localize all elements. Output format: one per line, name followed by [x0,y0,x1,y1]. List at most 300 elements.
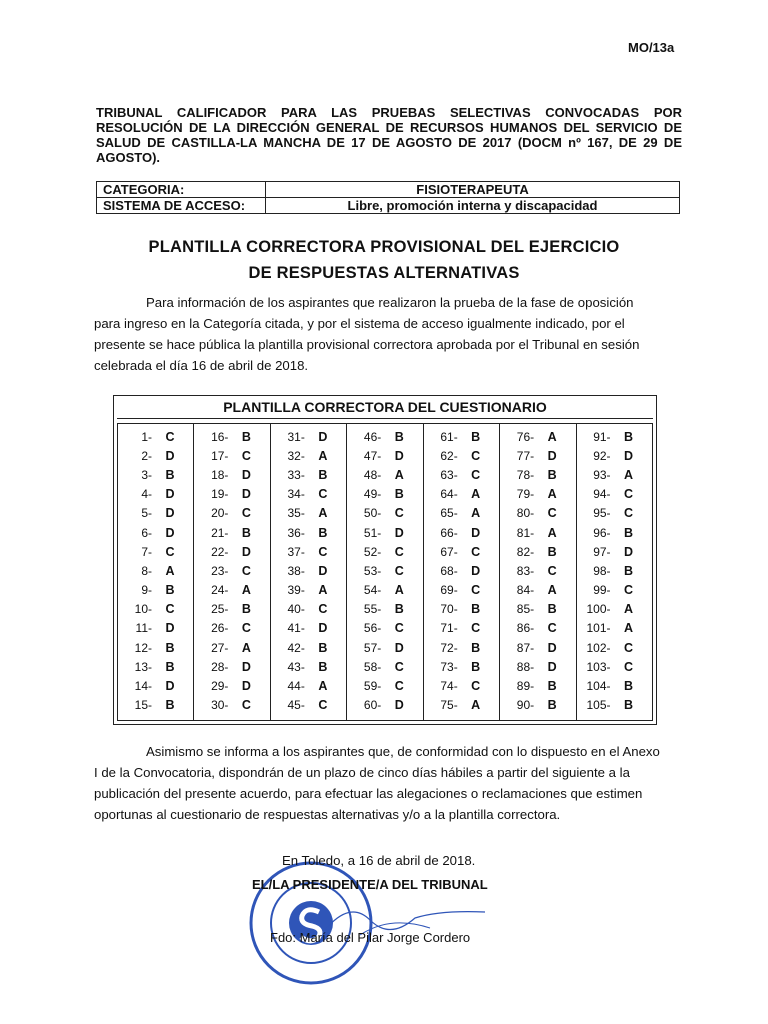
answer-row [347,427,422,446]
answer-letter: D [624,448,634,463]
answer-letter: C [471,448,481,463]
answer-letter: C [241,698,251,713]
question-number: 61- [440,429,458,444]
answer-key-box [113,395,657,725]
answer-row [347,657,422,676]
question-number: 82- [516,544,535,559]
answer-letter: D [241,679,251,694]
question-number: 89- [516,679,535,694]
closing-line: I de la Convocatoria, dispondrán de un plazo de cinco días hábiles a partir del siguiente a la [94,765,630,780]
question-number: 79- [516,487,535,502]
page-title-line1: PLANTILLA CORRECTORA PROVISIONAL DEL EJERCICIO [148,238,620,256]
question-number: 76- [516,429,535,444]
answer-letter: C [394,563,404,578]
signature-date: En Toledo, a 16 de abril de 2018. [282,853,476,868]
answer-row [347,561,422,580]
answer-letter: C [241,621,251,636]
answer-letter: A [318,448,328,463]
answer-letter: C [241,563,251,578]
question-number: 97- [593,544,611,559]
question-number: 98- [593,563,611,578]
answer-row [347,638,422,657]
question-number: 7- [141,544,152,559]
question-number: 25- [211,602,229,617]
answer-row [271,619,346,638]
answer-row [500,600,575,619]
answer-letter: C [394,679,404,694]
question-number: 69- [440,583,458,598]
question-number: 74- [440,679,458,694]
answer-letter: C [624,506,634,521]
answer-row [500,581,575,600]
answer-row [194,657,269,676]
question-number: 15- [134,698,152,713]
answer-letter: B [318,659,328,674]
question-number: 44- [287,679,305,694]
answer-letter: A [547,583,557,598]
question-number: 104- [586,679,611,694]
answer-letter: A [624,602,634,617]
question-number: 91- [593,429,611,444]
answer-letter: B [624,525,634,540]
answer-letter: D [318,621,328,636]
question-number: 72- [440,640,458,655]
answer-row [271,581,346,600]
question-number: 84- [516,583,535,598]
answer-letter: A [471,506,481,521]
answer-letter: C [318,487,328,502]
answer-row [347,542,422,561]
question-number: 21- [211,525,229,540]
answer-row [194,561,269,580]
answer-letter: B [241,525,251,540]
signature-name: Fdo: María del Pilar Jorge Cordero [270,930,471,945]
question-number: 86- [516,621,535,636]
answer-letter: B [547,602,557,617]
answer-row [500,485,575,504]
answer-letter: B [241,602,251,617]
answer-row [118,542,193,561]
question-number: 50- [363,506,382,521]
question-number: 29- [211,679,229,694]
answer-letter: A [318,583,328,598]
question-number: 51- [363,525,382,540]
document-heading: TRIBUNAL CALIFICADOR PARA LAS PRUEBAS SELECTIVAS CONVOCADAS POR RESOLUCIÓN DE LA DIRECCIÓN GENERAL DE RECURSOS HUMANOS DEL SERVICIO DE SALUD DE CASTILLA-LA MANCHA DE 17 DE AGOSTO DE 2017 (DOCM nº 167, DE 29 DE AGOSTO). [96,105,682,165]
question-number: 48- [363,467,382,482]
answer-row [577,600,652,619]
question-number: 103- [586,659,611,674]
answer-letter: C [624,487,634,502]
question-number: 39- [287,583,305,598]
answer-row [500,446,575,465]
question-number: 13- [134,659,152,674]
question-number: 8- [141,563,152,578]
answer-row [577,504,652,523]
answer-letter: B [471,659,481,674]
question-number: 5- [141,506,152,521]
answer-letter: D [165,525,175,540]
closing-paragraph [94,741,680,825]
question-number: 83- [516,563,535,578]
intro-line: Para información de los aspirantes que realizaron la prueba de la fase de oposición [146,295,634,310]
answer-letter: C [318,602,328,617]
question-number: 95- [593,506,611,521]
answer-row [347,523,422,542]
intro-line: presente se hace pública la plantilla provisional correctora aprobada por el Tribunal en sesión [94,337,640,352]
question-number: 30- [211,698,229,713]
answer-row [271,696,346,715]
answer-row [271,465,346,484]
question-number: 70- [440,602,458,617]
answer-letter: D [394,448,404,463]
answer-letter: C [471,583,481,598]
answer-letter: B [471,602,481,617]
answer-row [347,485,422,504]
answer-row [118,465,193,484]
answer-letter: D [394,525,404,540]
answer-letter: C [165,429,175,444]
answer-row [424,676,499,695]
closing-line: publicación del presente acuerdo, para efectuar las alegaciones o reclamaciones que estimen [94,786,643,801]
answer-letter: A [624,621,634,636]
answer-letter: A [241,583,251,598]
answer-row [500,504,575,523]
answer-row [347,581,422,600]
question-number: 31- [287,429,305,444]
question-number: 34- [287,487,305,502]
answer-row [424,523,499,542]
answer-row [271,561,346,580]
question-number: 102- [586,640,611,655]
answer-row [118,657,193,676]
question-number: 52- [363,544,382,559]
question-number: 87- [516,640,535,655]
question-number: 85- [516,602,535,617]
question-number: 75- [440,698,458,713]
answer-row [424,465,499,484]
answer-row [424,542,499,561]
answer-row [118,485,193,504]
question-number: 90- [516,698,535,713]
answer-row [194,446,269,465]
answer-row [424,657,499,676]
answer-letter: D [165,448,175,463]
answer-row [424,427,499,446]
answer-letter: B [624,429,634,444]
question-number: 35- [287,506,305,521]
answer-row [424,561,499,580]
answer-letter: A [547,487,557,502]
question-number: 24- [211,583,229,598]
answer-letter: D [547,640,557,655]
question-number: 2- [141,448,152,463]
question-number: 9- [141,583,152,598]
answer-letter: C [241,506,251,521]
answer-row [194,542,269,561]
question-number: 47- [363,448,382,463]
answer-row [194,523,269,542]
answer-letter: C [624,640,634,655]
answer-letter: B [165,583,175,598]
question-number: 27- [211,640,229,655]
answer-row [577,523,652,542]
question-number: 1- [141,429,152,444]
question-number: 14- [134,679,152,694]
answer-column [499,423,575,721]
closing-line: Asimismo se informa a los aspirantes que, de conformidad con lo dispuesto en el Anexo [146,744,660,759]
answer-letter: A [318,506,328,521]
question-number: 10- [134,602,152,617]
question-number: 73- [440,659,458,674]
question-number: 3- [141,467,152,482]
answer-row [424,619,499,638]
question-number: 77- [516,448,535,463]
question-number: 12- [134,640,152,655]
answer-row [347,446,422,465]
closing-line: oportunas al cuestionario de respuestas alternativas y/o a la plantilla correctora. [94,807,561,822]
answer-row [271,657,346,676]
question-number: 37- [287,544,305,559]
categoria-value: FISIOTERAPEUTA [266,182,680,198]
answer-row [500,619,575,638]
question-number: 22- [211,544,229,559]
answer-letter: D [241,659,251,674]
answer-letter: B [165,640,175,655]
answer-letter: B [165,698,175,713]
document-code: MO/13a [628,40,675,55]
answer-letter: C [547,506,557,521]
answer-row [347,465,422,484]
categoria-label: CATEGORIA: [97,182,266,198]
question-number: 38- [287,563,305,578]
answer-row [500,638,575,657]
answer-row [500,523,575,542]
answer-letter: B [318,640,328,655]
question-number: 101- [586,621,611,636]
question-number: 28- [211,659,229,674]
question-number: 32- [287,448,305,463]
answer-letter: B [394,602,404,617]
question-number: 46- [363,429,382,444]
question-number: 42- [287,640,305,655]
question-number: 93- [593,467,611,482]
answer-row [577,696,652,715]
answer-row [194,581,269,600]
answer-row [500,542,575,561]
answer-letter: D [241,487,251,502]
question-number: 23- [211,563,229,578]
answer-letter: D [241,467,251,482]
answer-row [194,638,269,657]
answer-letter: C [318,698,328,713]
answer-row [577,581,652,600]
page-title-line2: DE RESPUESTAS ALTERNATIVAS [248,264,520,282]
answer-row [194,676,269,695]
answer-letter: A [318,679,328,694]
question-number: 71- [440,621,458,636]
answer-column [346,423,422,721]
answer-letter: C [547,621,557,636]
answer-row [424,638,499,657]
answer-row [194,504,269,523]
question-number: 18- [211,467,229,482]
answer-row [424,581,499,600]
question-number: 11- [135,621,152,636]
answer-letter: B [471,429,481,444]
question-number: 33- [287,467,305,482]
answer-row [500,676,575,695]
question-number: 49- [363,487,382,502]
info-row-acceso [97,198,680,214]
answer-row [271,485,346,504]
answer-row [118,561,193,580]
question-number: 58- [363,659,382,674]
answer-letter: C [471,467,481,482]
question-number: 68- [440,563,458,578]
question-number: 81- [516,525,535,540]
acceso-value: Libre, promoción interna y discapacidad [266,198,680,214]
answer-letter: B [547,698,557,713]
question-number: 56- [363,621,382,636]
answer-letter: C [624,659,634,674]
question-number: 45- [287,698,305,713]
answer-letter: D [471,525,481,540]
question-number: 26- [211,621,229,636]
answer-letter: A [471,698,481,713]
answer-letter: B [624,698,634,713]
answer-row [577,561,652,580]
answer-row [347,676,422,695]
question-number: 65- [440,506,458,521]
question-number: 4- [141,487,152,502]
answer-row [118,446,193,465]
answer-letter: A [241,640,251,655]
question-number: 55- [363,602,382,617]
answer-letter: B [547,679,557,694]
question-number: 105- [586,698,611,713]
intro-line: celebrada el día 16 de abril de 2018. [94,358,309,373]
answer-letter: C [318,544,328,559]
answer-column [423,423,499,721]
answer-letter: C [394,659,404,674]
intro-paragraph [94,292,680,376]
answer-row [424,600,499,619]
answer-row [577,542,652,561]
answer-letter: B [624,679,634,694]
answer-letter: C [165,544,175,559]
answer-row [500,657,575,676]
question-number: 94- [593,487,611,502]
answer-row [271,523,346,542]
answer-letter: D [394,640,404,655]
answer-letter: A [165,563,175,578]
answer-letter: D [241,544,251,559]
question-number: 19- [211,487,229,502]
answer-row [577,657,652,676]
question-number: 53- [363,563,382,578]
answer-row [271,446,346,465]
answer-row [577,676,652,695]
answer-row [577,446,652,465]
answer-letter: B [547,544,557,559]
answer-letter: C [547,563,557,578]
question-number: 99- [593,583,611,598]
acceso-label: SISTEMA DE ACCESO: [97,198,266,214]
answer-letter: A [471,487,481,502]
answer-letter: B [165,467,175,482]
answer-letter: A [547,429,557,444]
answer-letter: D [165,621,175,636]
answer-letter: B [394,487,404,502]
answer-letter: C [471,544,481,559]
answer-row [500,465,575,484]
answer-row [118,676,193,695]
answer-row [500,696,575,715]
question-number: 57- [363,640,382,655]
answer-letter: B [394,429,404,444]
answer-letter: B [241,429,251,444]
answer-row [194,465,269,484]
answer-letter: D [624,544,634,559]
question-number: 17- [211,448,229,463]
question-number: 80- [516,506,535,521]
answer-row [424,485,499,504]
answer-letter: A [547,525,557,540]
question-number: 6- [141,525,152,540]
question-number: 66- [440,525,458,540]
question-number: 100- [586,602,611,617]
answer-row [271,504,346,523]
answer-row [577,638,652,657]
answer-row [424,446,499,465]
answer-column [270,423,346,721]
answer-row [347,619,422,638]
question-number: 62- [440,448,458,463]
question-number: 41- [287,621,305,636]
answer-row [118,581,193,600]
answer-row [577,619,652,638]
answer-grid [117,423,653,721]
answer-letter: D [318,429,328,444]
answer-letter: B [624,563,634,578]
answer-letter: C [394,506,404,521]
answer-letter: C [165,602,175,617]
answer-key-divider [117,418,653,419]
question-number: 40- [287,602,305,617]
question-number: 88- [516,659,535,674]
answer-letter: B [318,467,328,482]
intro-line: para ingreso en la Categoría citada, y por el sistema de acceso igualmente indicado, por el [94,316,625,331]
answer-row [118,600,193,619]
answer-row [194,600,269,619]
answer-letter: D [547,448,557,463]
question-number: 36- [287,525,305,540]
answer-row [500,561,575,580]
answer-letter: B [547,467,557,482]
answer-row [118,696,193,715]
answer-row [271,427,346,446]
answer-letter: D [318,563,328,578]
question-number: 59- [363,679,382,694]
question-number: 20- [211,506,229,521]
answer-row [194,485,269,504]
answer-column [576,423,653,721]
answer-row [271,638,346,657]
answer-row [194,696,269,715]
answer-letter: C [394,544,404,559]
answer-letter: D [165,679,175,694]
answer-column [117,423,193,721]
